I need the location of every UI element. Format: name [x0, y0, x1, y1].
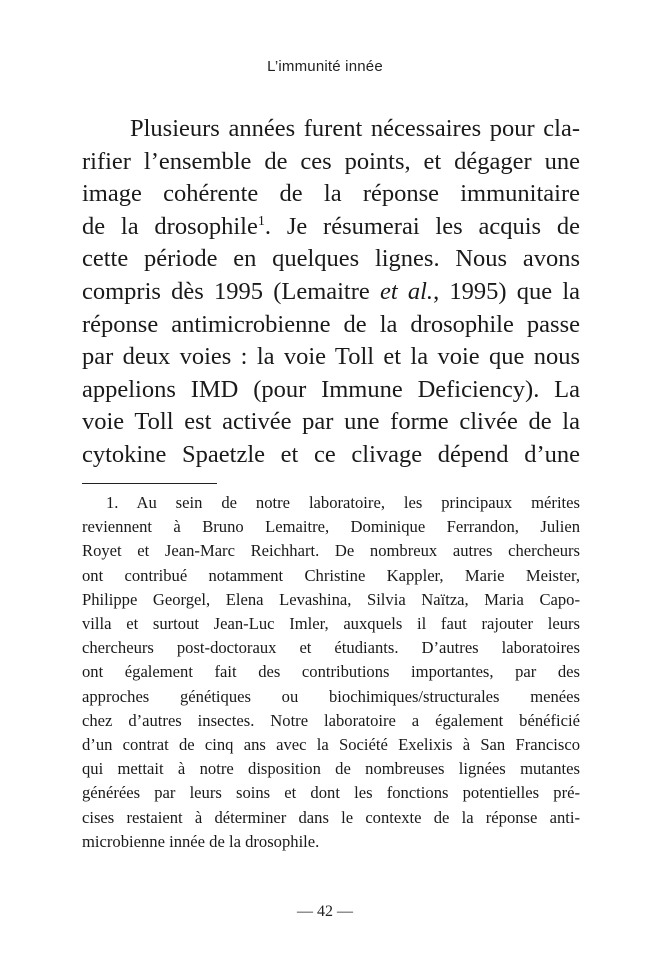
footnote-line: ont également fait des contributions importantes, par des: [82, 662, 580, 682]
footnote-line: Royet et Jean-Marc Reichhart. De nombreux autres chercheurs: [82, 541, 580, 561]
body-line: appelions IMD (pour Immune Deficiency). La: [82, 375, 580, 403]
body-line-tail: , 1995) que la: [433, 277, 581, 305]
body-line: réponse antimicrobienne de la drosophile passe: [82, 310, 580, 338]
footnote-line: cises restaient à déterminer dans le contexte de la réponse anti-: [82, 807, 580, 827]
body-line: rifier l’ensemble de ces points, et dégager une: [82, 147, 580, 175]
body-line-head: compris dès 1995 (Lemaitre: [82, 277, 380, 305]
running-head: L’immunité innée: [267, 58, 383, 75]
body-paragraph: [82, 113, 580, 472]
body-line: cette période en quelques lignes. Nous avons: [82, 245, 580, 273]
body-line: par deux voies : la voie Toll et la voie que nous: [82, 343, 580, 371]
footnote-line: 1. Au sein de notre laboratoire, les principaux mérites: [106, 493, 580, 512]
footnote-line: approches génétiques ou biochimiques/structurales menées: [82, 686, 580, 706]
page-number: — 42 —: [297, 903, 353, 920]
body-line: image cohérente de la réponse immunitaire: [82, 180, 580, 208]
body-line-tail: . Je résumerai les acquis de: [264, 212, 580, 240]
footnote: [82, 491, 580, 854]
body-line: Plusieurs années furent nécessaires pour cla-: [130, 115, 580, 142]
footnote-line: chercheurs post-doctoraux et étudiants. D’autres laboratoires: [82, 638, 580, 658]
italic-et-al: et al.: [379, 277, 434, 305]
body-line: voie Toll est activée par une forme clivée de la: [82, 408, 580, 436]
footnote-line: générées par leurs soins et dont les fonctions potentielles pré-: [82, 783, 580, 803]
body-line: cytokine Spaetzle et ce clivage dépend d’une: [82, 440, 580, 468]
body-line: [82, 211, 580, 244]
footnote-reference[interactable]: 1: [257, 213, 265, 229]
footnote-separator: [82, 483, 217, 484]
footnote-line: reviennent à Bruno Lemaitre, Dominique Ferrandon, Julien: [82, 517, 580, 537]
footnote-line: qui mettait à notre disposition de nombreuses lignées mutantes: [82, 759, 580, 779]
body-line: [82, 276, 580, 309]
footnote-line: d’un contrat de cinq ans avec la Société Exelixis à San Francisco: [82, 735, 580, 755]
footnote-line: microbienne innée de la drosophile.: [82, 831, 320, 851]
footnote-line: Philippe Georgel, Elena Levashina, Silvia Naïtza, Maria Capo-: [82, 589, 580, 609]
footnote-line: ont contribué notamment Christine Kappler, Marie Meister,: [82, 565, 580, 585]
body-line-head: de la drosophile: [82, 212, 258, 240]
footnote-line: chez d’autres insectes. Notre laboratoire a également bénéficié: [82, 710, 580, 730]
footnote-line: villa et surtout Jean-Luc Imler, auxquels il faut rajouter leurs: [82, 614, 580, 634]
